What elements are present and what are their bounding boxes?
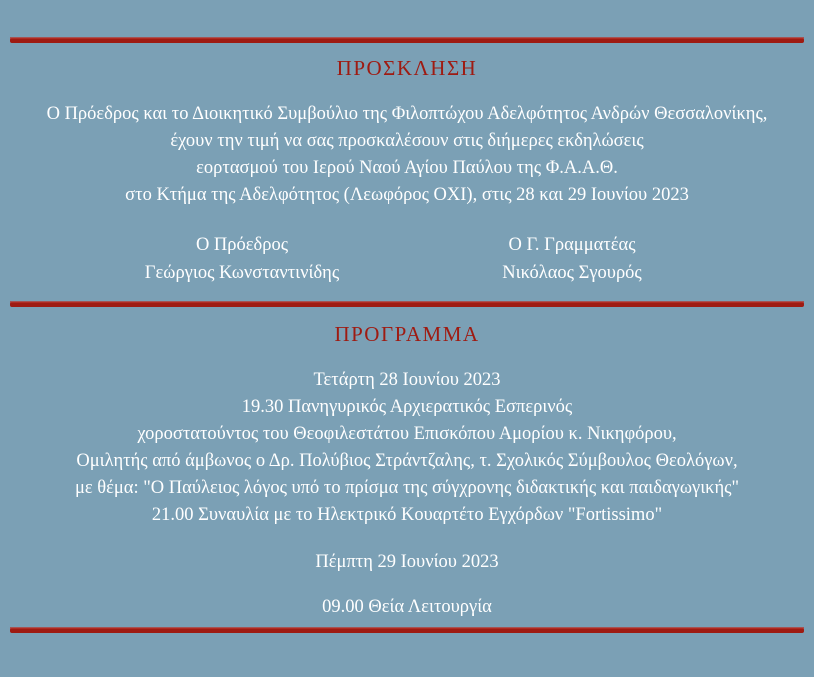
program-day-one-date: Τετάρτη 28 Ιουνίου 2023 xyxy=(313,370,501,390)
invitation-line-4: στο Κτήμα της Αδελφότητος (Λεωφόρος ΟΧΙ), στις 28 και 29 Ιουνίου 2023 xyxy=(125,185,689,205)
program-day-one-entry-5: 21.00 Συναυλία με το Ηλεκτρικό Κουαρτέτο Εγχόρδων "Fortissimo" xyxy=(151,505,663,525)
signature-block xyxy=(0,231,814,287)
invitation-line-1: Ο Πρόεδρος και το Διοικητικό Συμβούλιο της Φιλοπτώχου Αδελφότητος Ανδρών Θεσσαλονίκης, xyxy=(46,104,768,124)
invitation-heading: ΠΡΟΣΚΛΗΣΗ xyxy=(336,56,478,80)
divider-middle xyxy=(10,302,804,307)
invitation-line-3: εορτασμού του Ιερού Ναού Αγίου Παύλου της Φ.Α.Α.Θ. xyxy=(196,158,618,178)
signature-secretary-title: Ο Γ. Γραμματέας xyxy=(508,235,636,255)
program-day-two-entry-1: 09.00 Θεία Λειτουργία xyxy=(322,597,492,617)
program-heading: ΠΡΟΓΡΑΜΜΑ xyxy=(334,322,480,346)
divider-top xyxy=(10,38,804,43)
program-section xyxy=(0,322,814,621)
program-day-two xyxy=(0,549,814,621)
invitation-section xyxy=(0,56,814,287)
program-day-two-date: Πέμπτη 29 Ιουνίου 2023 xyxy=(315,552,499,572)
signature-president xyxy=(77,231,407,287)
signature-president-title: Ο Πρόεδρος xyxy=(195,235,289,255)
divider-bottom xyxy=(10,628,804,633)
program-day-one-entry-3: Ομιλητής από άμβωνος ο Δρ. Πολύβιος Στράντζαλης, τ. Σχολικός Σύμβουλος Θεολόγων, xyxy=(76,451,738,471)
program-day-one-entry-2: χοροστατούντος του Θεοφιλεστάτου Επισκόπου Αμορίου κ. Νικηφόρου, xyxy=(137,424,677,444)
program-day-one-entry-1: 19.30 Πανηγυρικός Αρχιερατικός Εσπερινός xyxy=(241,397,573,417)
invitation-line-2: έχουν την τιμή να σας προσκαλέσουν στις διήμερες εκδηλώσεις xyxy=(170,131,644,151)
signature-secretary-name: Νικόλαος Σγουρός xyxy=(502,263,642,283)
spacer xyxy=(0,576,814,594)
signature-secretary xyxy=(407,231,737,287)
signature-president-name: Γεώργιος Κωνσταντινίδης xyxy=(144,263,340,283)
program-day-one xyxy=(0,367,814,529)
program-day-one-entry-4: με θέμα: "Ο Παύλειος λόγος υπό το πρίσμα της σύγχρονης διδακτικής και παιδαγωγικής" xyxy=(74,478,740,498)
